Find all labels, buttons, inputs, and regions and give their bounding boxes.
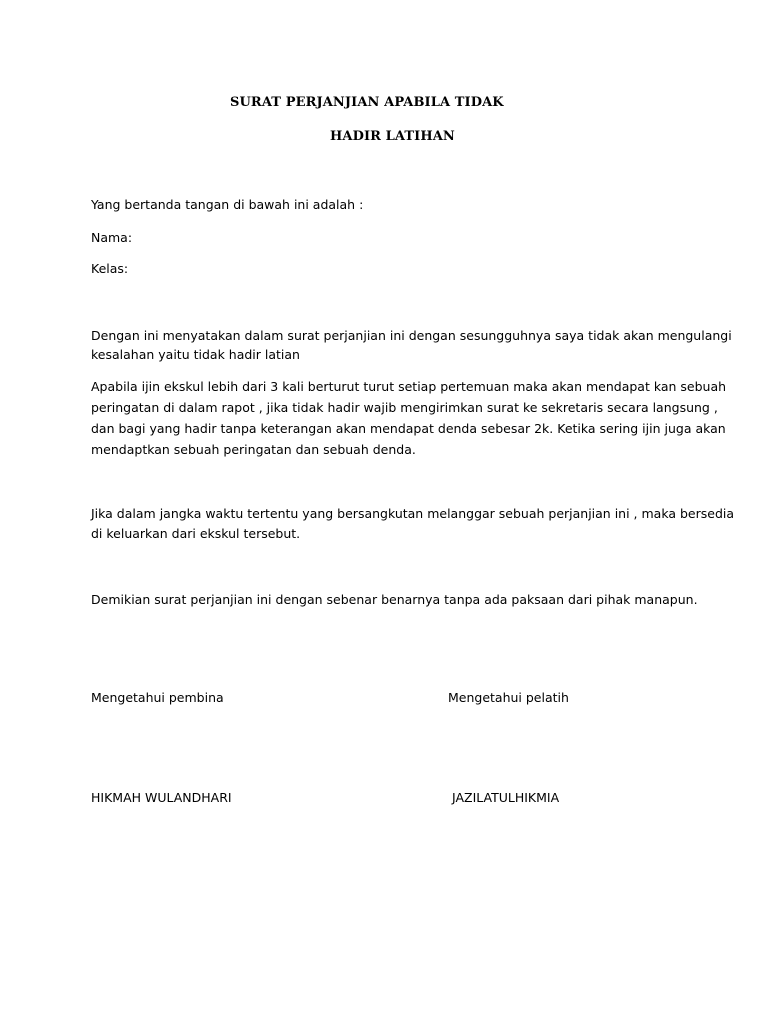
paragraph-2-line: peringatan di dalam rapot , jika tidak hadir wajib mengirimkan surat ke sekretaris secara langsung , [91, 400, 718, 415]
class-label: Kelas: [91, 261, 129, 276]
paragraph-3-line: Jika dalam jangka waktu tertentu yang bersangkutan melanggar sebuah perjanjian ini , maka bersedia [91, 506, 735, 521]
paragraph-2-line: dan bagi yang hadir tanpa keterangan akan mendapat denda sebesar 2k. Ketika sering ijin juga akan [91, 421, 726, 436]
title-line-2: HADIR LATIHAN [330, 129, 455, 144]
paragraph-2-line: mendaptkan sebuah peringatan dan sebuah denda. [91, 442, 416, 457]
paragraph-1-line: kesalahan yaitu tidak hadir latian [91, 347, 300, 362]
signature-left-name: HIKMAH WULANDHARI [91, 790, 232, 805]
paragraph-3-line: di keluarkan dari ekskul tersebut. [91, 526, 301, 541]
signature-right-role: Mengetahui pelatih [448, 690, 569, 705]
title-line-1: SURAT PERJANJIAN APABILA TIDAK [230, 95, 504, 110]
name-label: Nama: [91, 230, 133, 245]
intro-text: Yang bertanda tangan di bawah ini adalah : [91, 197, 364, 212]
paragraph-1-line: Dengan ini menyatakan dalam surat perjanjian ini dengan sesungguhnya saya tidak akan mengulangi [91, 328, 732, 343]
paragraph-2-line: Apabila ijin ekskul lebih dari 3 kali berturut turut setiap pertemuan maka akan mendapat kan sebuah [91, 379, 727, 394]
signature-left-role: Mengetahui pembina [91, 690, 224, 705]
closing-text: Demikian surat perjanjian ini dengan sebenar benarnya tanpa ada paksaan dari pihak manapun. [91, 592, 698, 607]
signature-right-name: JAZILATULHIKMIA [452, 790, 560, 805]
